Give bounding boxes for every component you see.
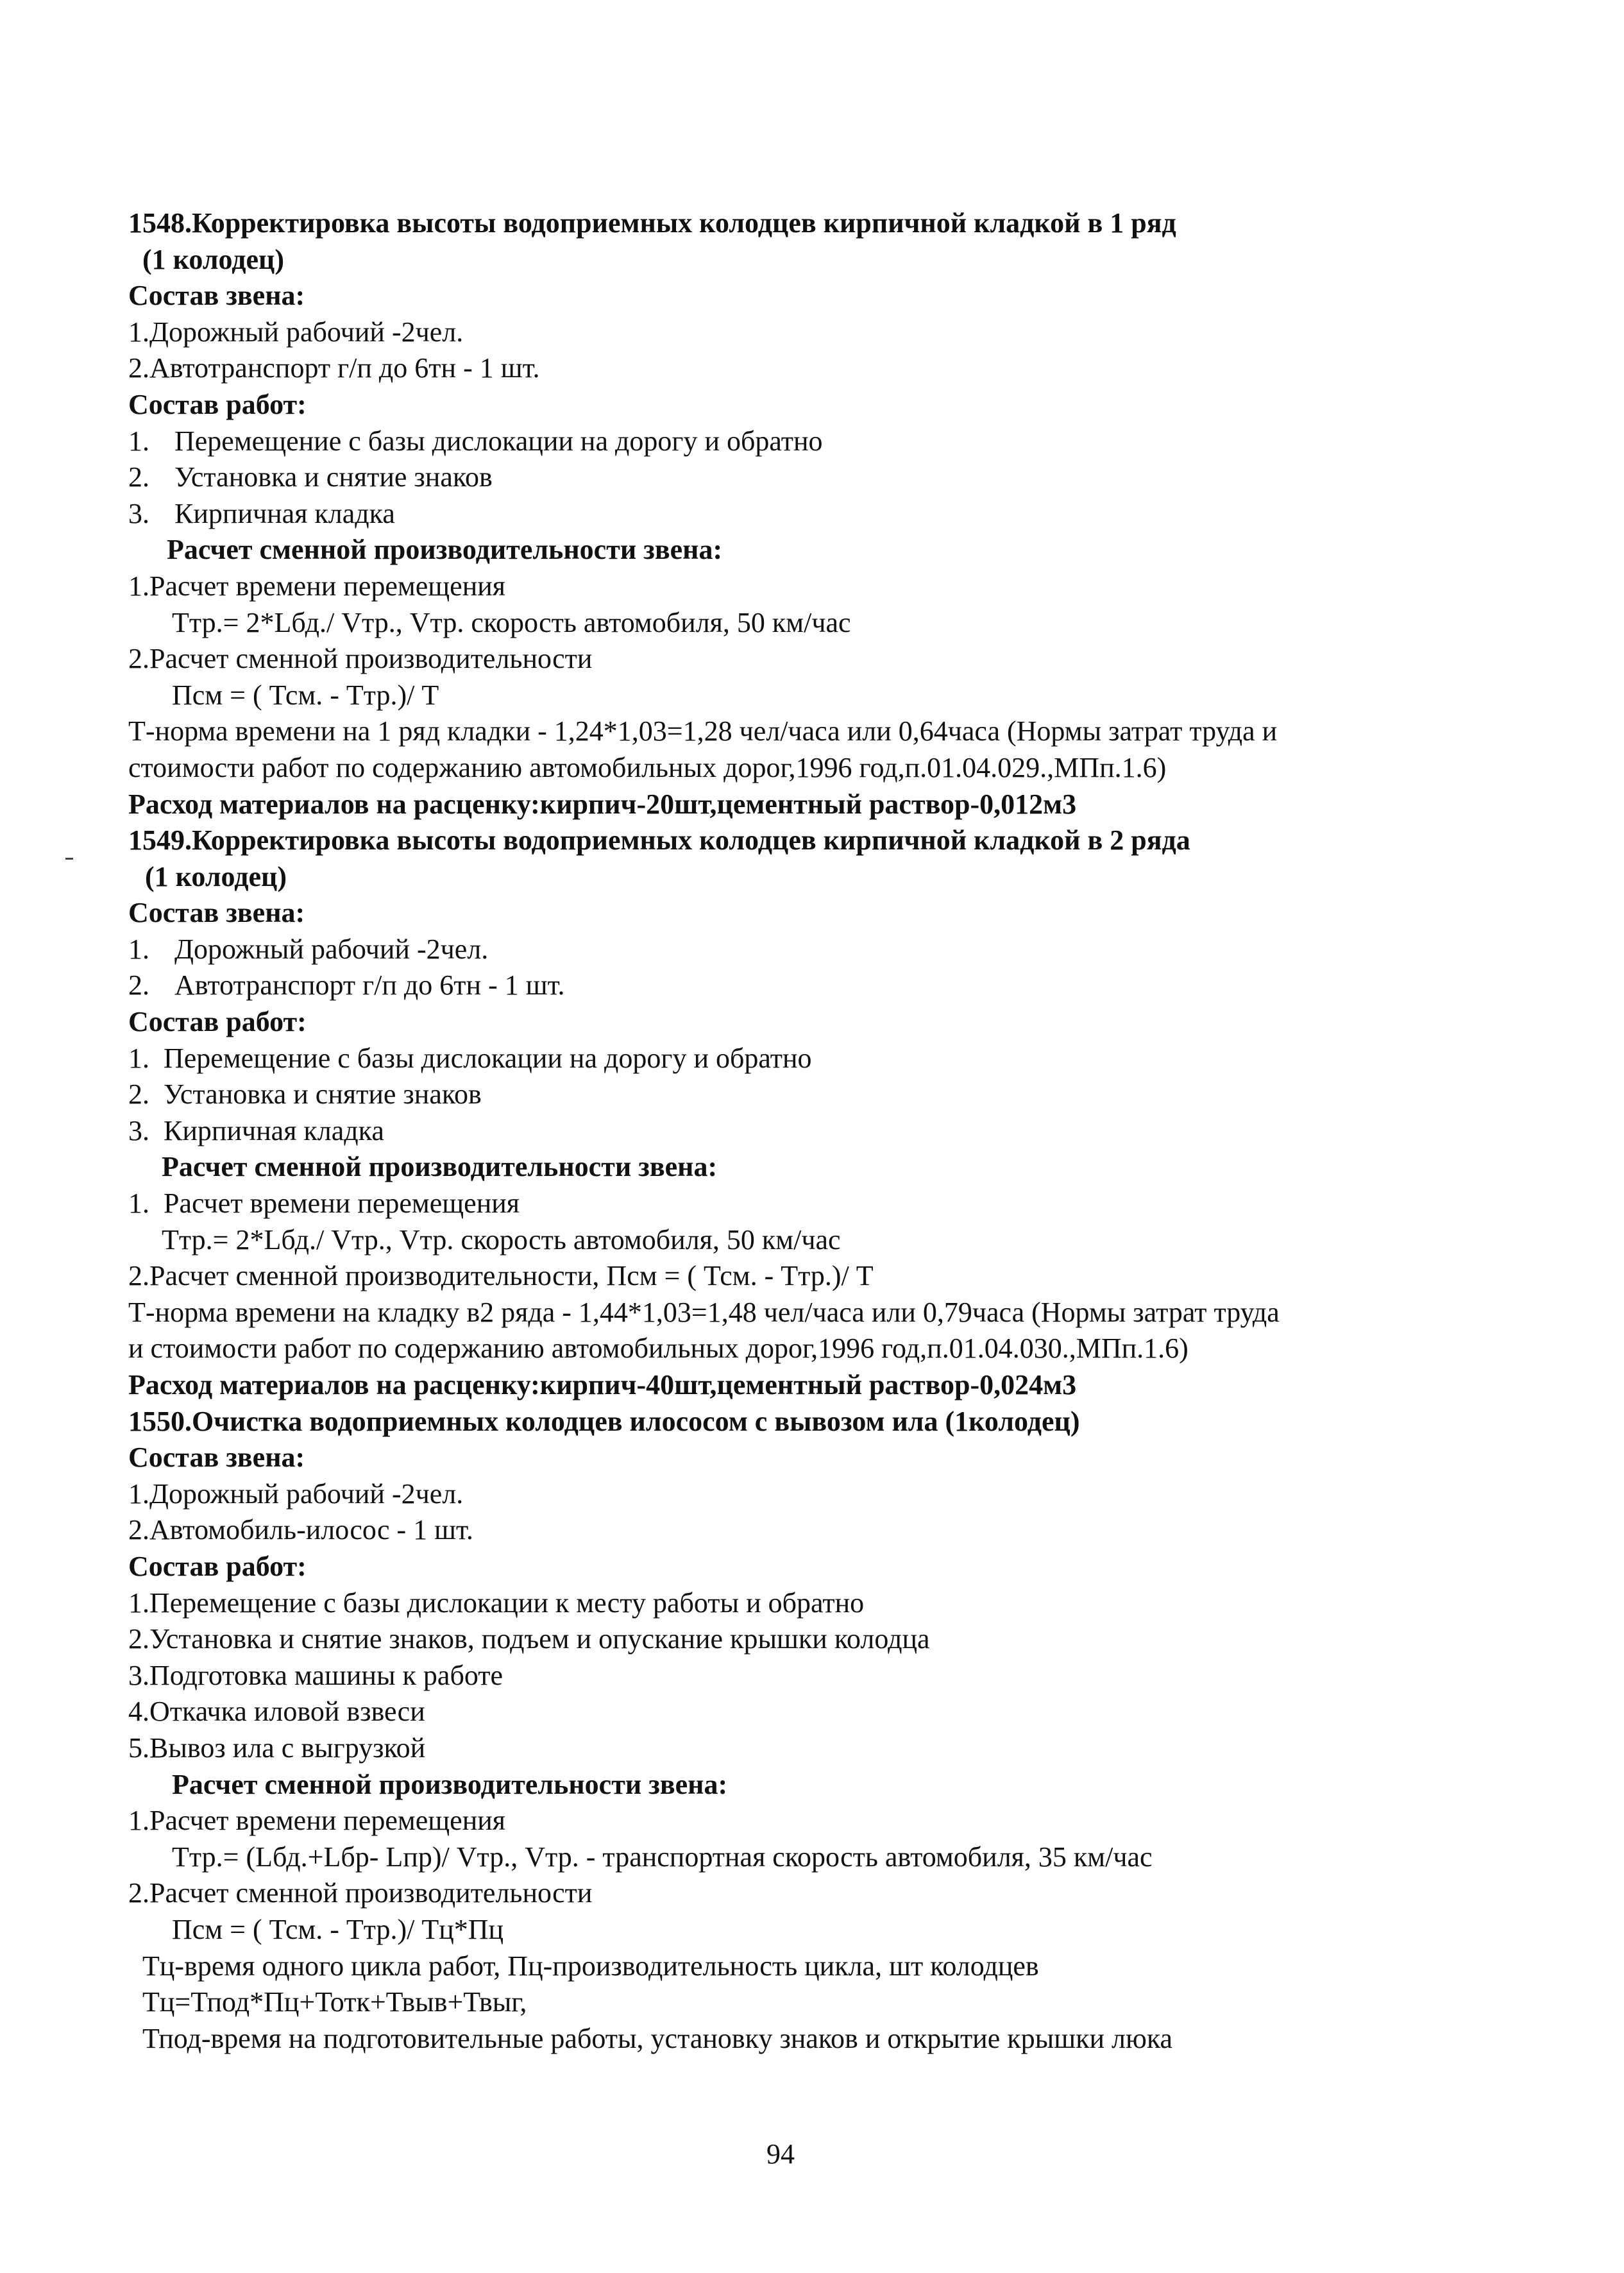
page-number: 94: [766, 2138, 795, 2170]
section-title: 1548.Корректировка высоты водоприемных колодцев кирпичной кладкой в 1 ряд: [128, 207, 1176, 239]
section-subtitle: (1 колодец): [142, 243, 285, 275]
materials-text: Расход материалов на расценку:кирпич-40шт,цементный раствор-0,024м3: [128, 1369, 1077, 1400]
work-item: 2. Установка и снятие знаков: [128, 461, 493, 493]
section-title: 1549.Корректировка высоты водоприемных колодцев кирпичной кладкой в 2 ряда: [128, 824, 1190, 856]
crew-item: 1. Дорожный рабочий -2чел.: [128, 933, 489, 965]
note-text: Тц-время одного цикла работ, Пц-производительность цикла, шт колодцев: [142, 1950, 1039, 1982]
norm-text: Т-норма времени на 1 ряд кладки - 1,24*1,03=1,28 чел/часа или 0,64часа (Нормы затрат труда и: [128, 715, 1278, 747]
formula: Ттр.= 2*Lбд./ Vтр., Vтр. скорость автомобиля, 50 км/час: [172, 606, 851, 638]
crew-heading: Состав звена:: [128, 1442, 305, 1474]
document-page: [128, 205, 1501, 2057]
work-item: 3. Кирпичная кладка: [128, 497, 395, 529]
work-heading: Состав работ:: [128, 1006, 307, 1038]
formula: Псм = ( Тсм. - Ттр.)/ Тц*Пц: [172, 1913, 504, 1945]
section-subtitle: (1 колодец): [145, 860, 287, 892]
section-title: 1550.Очистка водоприемных колодцев илососом с вывозом ила (1колодец): [128, 1405, 1080, 1437]
materials-text: Расход материалов на расценку:кирпич-20шт,цементный раствор-0,012м3: [128, 788, 1077, 820]
calc-heading: Расчет сменной производительности звена:: [167, 534, 723, 566]
formula: Псм = ( Тсм. - Ттр.)/ Т: [172, 679, 439, 711]
work-item: 3. Кирпичная кладка: [128, 1114, 384, 1146]
calc-item: 1.Расчет времени перемещения: [128, 570, 506, 602]
calc-item: 1. Расчет времени перемещения: [128, 1188, 520, 1220]
formula: Ттр.= 2*Lбд./ Vтр., Vтр. скорость автомобиля, 50 км/час: [162, 1223, 841, 1256]
calc-heading: Расчет сменной производительности звена:: [172, 1768, 728, 1800]
work-item: 5.Вывоз ила с выгрузкой: [128, 1732, 426, 1764]
work-item: 4.Откачка иловой взвеси: [128, 1696, 425, 1728]
norm-text: стоимости работ по содержанию автомобильных дорог,1996 год,п.01.04.029.,МПп.1.6): [128, 751, 1167, 783]
section-1550: [128, 1404, 1501, 2057]
calc-item: 2.Расчет сменной производительности: [128, 643, 593, 675]
crew-heading: Состав звена:: [128, 897, 305, 929]
work-heading: Состав работ:: [128, 388, 307, 420]
section-1549: [128, 822, 1501, 1404]
crew-heading: Состав звена:: [128, 280, 305, 312]
calc-item: 2.Расчет сменной производительности, Псм = ( Тсм. - Ттр.)/ Т: [128, 1260, 874, 1292]
work-item: 1.Перемещение с базы дислокации к месту работы и обратно: [128, 1587, 865, 1619]
norm-text: Т-норма времени на кладку в2 ряда - 1,44*1,03=1,48 чел/часа или 0,79часа (Нормы затрат труда: [128, 1296, 1280, 1328]
calc-item: 1.Расчет времени перемещения: [128, 1805, 506, 1837]
note-text: Тпод-время на подготовительные работы, установку знаков и открытие крышки люка: [142, 2022, 1173, 2054]
norm-text: и стоимости работ по содержанию автомобильных дорог,1996 год,п.01.04.030.,МПп.1.6): [128, 1332, 1188, 1365]
work-item: 2. Установка и снятие знаков: [128, 1078, 482, 1111]
crew-item: 2. Автотранспорт г/п до 6тн - 1 шт.: [128, 969, 565, 1001]
work-item: 3.Подготовка машины к работе: [128, 1659, 503, 1691]
formula: Ттр.= (Lбд.+Lбр- Lпр)/ Vтр., Vтр. - транспортная скорость автомобиля, 35 км/час: [172, 1841, 1153, 1873]
work-heading: Состав работ:: [128, 1550, 307, 1582]
margin-dash-mark: [65, 858, 73, 860]
work-item: 2.Установка и снятие знаков, подъем и опускание крышки колодца: [128, 1623, 930, 1655]
note-text: Тц=Тпод*Пц+Тотк+Твыв+Твыг,: [142, 1986, 527, 2018]
crew-item: 2.Автотранспорт г/п до 6тн - 1 шт.: [128, 352, 540, 384]
calc-item: 2.Расчет сменной производительности: [128, 1877, 593, 1909]
crew-item: 1.Дорожный рабочий -2чел.: [128, 1477, 464, 1510]
calc-heading: Расчет сменной производительности звена:: [162, 1151, 718, 1183]
crew-item: 1.Дорожный рабочий -2чел.: [128, 316, 464, 348]
crew-item: 2.Автомобиль-илосос - 1 шт.: [128, 1514, 473, 1546]
section-1548: [128, 205, 1501, 822]
work-item: 1. Перемещение с базы дислокации на дорогу и обратно: [128, 425, 823, 457]
work-item: 1. Перемещение с базы дислокации на дорогу и обратно: [128, 1042, 812, 1074]
